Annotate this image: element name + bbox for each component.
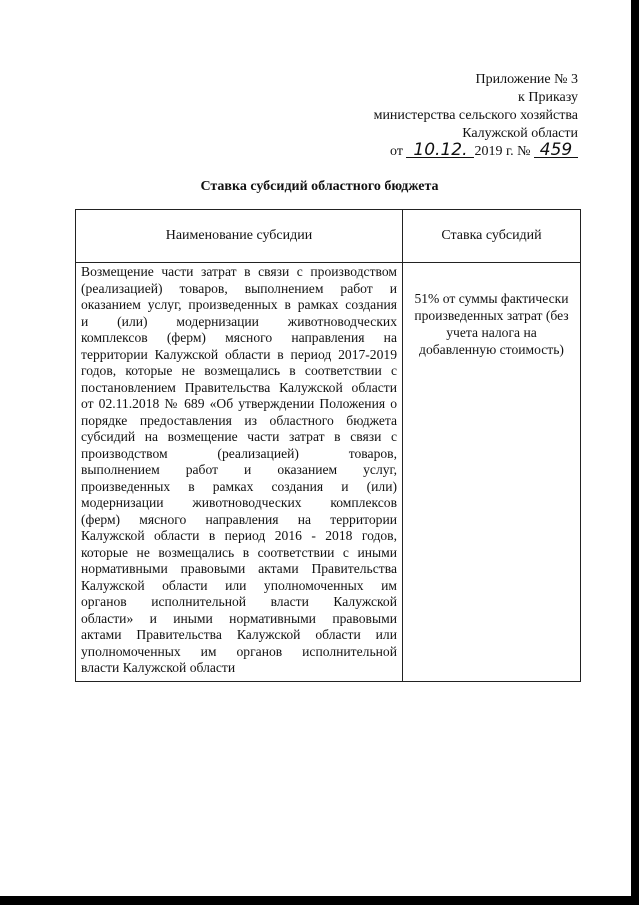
subsidy-description-cell (76, 263, 403, 682)
description-line: оказанием услуг, произведенных в рамках создания (81, 297, 397, 312)
header-subsidy-rate: Ставка субсидий (403, 210, 581, 263)
table-header-row (76, 210, 581, 263)
description-line: Возмещение части затрат в связи с производством (81, 264, 397, 279)
handwritten-date: 10.12. (406, 143, 474, 158)
description-line: нормативными правовыми актами Правительства (81, 561, 397, 576)
description-line: от 02.11.2018 № 689 «Об утверждении Положения о (81, 396, 397, 411)
appendix-header (374, 71, 578, 161)
table-row (76, 263, 581, 682)
description-line: постановлением Правительства Калужской области (81, 379, 397, 395)
handwritten-order-number: 459 (534, 143, 578, 158)
date-prefix: от (390, 144, 403, 159)
appendix-order-ref: к Приказу (518, 90, 578, 105)
description-line: производством (реализацией) товаров, (81, 445, 397, 461)
appendix-ministry: министерства сельского хозяйства (373, 108, 578, 123)
description-line: территории Калужской области в период 2017-2019 (81, 346, 397, 362)
description-line: актами Правительства Калужской области или (81, 627, 397, 642)
header-subsidy-name: Наименование субсидии (76, 210, 403, 263)
year-number-label: 2019 г. № (474, 144, 531, 159)
subsidy-rate-cell (403, 263, 581, 682)
appendix-date-line (374, 140, 578, 161)
description-line: модернизации животноводческих комплексов (81, 495, 397, 510)
scan-border-bottom (0, 896, 639, 905)
description-line: комплексов (ферм) мясного направления на (81, 330, 397, 345)
rate-line: добавленную стоимость) (419, 342, 564, 357)
scan-border-right (631, 0, 639, 905)
description-line: уполномоченных им органов исполнительной (81, 643, 397, 659)
description-line: власти Калужской области (81, 660, 236, 675)
rate-line: произведенных затрат (без (414, 308, 569, 323)
appendix-region: Калужской области (462, 126, 578, 141)
appendix-number: Приложение № 3 (475, 72, 578, 87)
description-line: и (или) модернизации животноводческих (81, 313, 397, 329)
document-title: Ставка субсидий областного бюджета (200, 179, 439, 194)
description-line: субсидий на возмещение части затрат в связи с (81, 429, 397, 444)
description-line: произведенных в рамках создания и (или) (81, 478, 397, 494)
description-line: выполнением работ и оказанием услуг, (81, 462, 397, 477)
description-line: Калужской области или уполномоченных им (81, 577, 397, 593)
description-line: (реализацией) товаров, выполнением работ и (81, 280, 397, 296)
description-line: годов, которые не возмещались в соответствии с (81, 363, 397, 378)
rate-line: учета налога на (446, 325, 537, 340)
description-line: (ферм) мясного направления на территории (81, 511, 397, 527)
subsidy-table (75, 209, 581, 682)
description-line: органов исполнительной власти Калужской (81, 594, 397, 609)
description-line: области» и иными нормативными правовыми (81, 610, 397, 626)
rate-line: 51% от суммы фактически (414, 291, 569, 306)
description-line: порядке предоставления из областного бюджета (81, 412, 397, 428)
description-line: Калужской области в период 2016 - 2018 годов, (81, 528, 397, 543)
description-line: которые не возмещались в соответствии с иными (81, 544, 397, 560)
